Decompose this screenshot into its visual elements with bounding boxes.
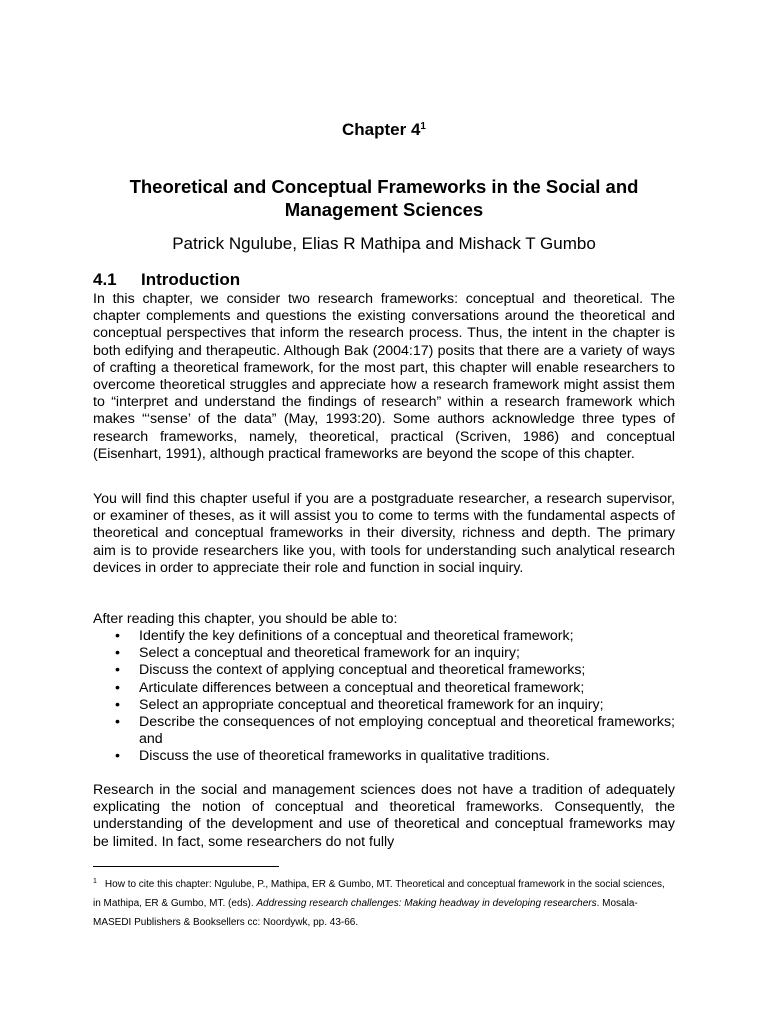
section-heading — [93, 270, 240, 290]
list-item: • Discuss the context of applying conceptual and theoretical frameworks; — [93, 662, 675, 679]
chapter-heading — [0, 120, 768, 140]
list-item: • Select a conceptual and theoretical framework for an inquiry; — [93, 645, 675, 662]
chapter-title: Theoretical and Conceptual Frameworks in the Social and Management Sciences — [129, 176, 639, 220]
author-list: Patrick Ngulube, Elias R Mathipa and Mishack T Gumbo — [172, 234, 596, 253]
chapter-footnote-mark[interactable]: 1 — [420, 121, 426, 132]
footnote-book-title: Addressing research challenges: Making headway in developing researchers — [256, 898, 597, 909]
chapter-label: Chapter 4 — [342, 120, 421, 139]
footnote-divider — [93, 866, 279, 867]
list-item: • Articulate differences between a conceptual and theoretical framework; — [93, 680, 675, 697]
objectives-lead-paragraph: After reading this chapter, you should be able to: — [93, 611, 398, 627]
list-item: • Discuss the use of theoretical frameworks in qualitative traditions. — [93, 748, 675, 765]
list-item: • Select an appropriate conceptual and theoretical framework for an inquiry; — [93, 697, 675, 714]
footnote — [93, 872, 675, 932]
footnote-text-start: How to cite this chapter: Ngulube, P., Mathipa, ER & Gumbo, MT. Theoretical and conceptual framework in the social sciences, in Mathipa, ER & Gumbo, MT. (eds). — [93, 879, 665, 909]
footnote-mark: 1 — [93, 878, 97, 885]
footnote-text-end: . Mosala-MASEDI Publishers & Booksellers cc: Noordywk, pp. 43-66. — [93, 898, 638, 928]
list-item: • Describe the consequences of not employing conceptual and theoretical frameworks; and — [93, 714, 675, 748]
research-context-paragraph: Research in the social and management sciences does not have a tradition of adequately explicating the notion of conceptual and theoretical frameworks. Consequently, the understanding of the development and use of theoretical and conceptual frameworks may be limited. In fact, some researchers do not fully — [93, 782, 675, 850]
list-item: • Identify the key definitions of a conceptual and theoretical framework; — [93, 628, 675, 645]
intro-paragraph: In this chapter, we consider two research frameworks: conceptual and theoretical. The chapter complements and questions the existing conversations around the theoretical and conceptual perspectives that inform the research process. Thus, the intent in the chapter is both edifying and therapeutic. Although Bak (2004:17) posits that there are a variety of ways of crafting a theoretical framework, for the most part, this chapter will enable researchers to overcome theoretical struggles and appreciate how a research framework might assist them to “interpret and understand the findings of research” within a research framework which makes “‘sense’ of the data” (May, 1993:20). Some authors acknowledge three types of research frameworks, namely, theoretical, practical (Scriven, 1986) and conceptual (Eisenhart, 1991), although practical frameworks are beyond the scope of this chapter. — [93, 291, 675, 462]
section-number: 4.1 — [93, 270, 117, 289]
section-title: Introduction — [141, 270, 241, 289]
audience-paragraph: You will find this chapter useful if you are a postgraduate researcher, a research supervisor, or examiner of theses, as it will assist you to come to terms with the fundamental aspects of theoretical and conceptual frameworks in their diversity, richness and depth. The primary aim is to provide researchers like you, with tools for understanding such analytical research devices in order to appreciate their role and function in social inquiry. — [93, 491, 675, 576]
learning-objectives-list — [93, 628, 675, 766]
